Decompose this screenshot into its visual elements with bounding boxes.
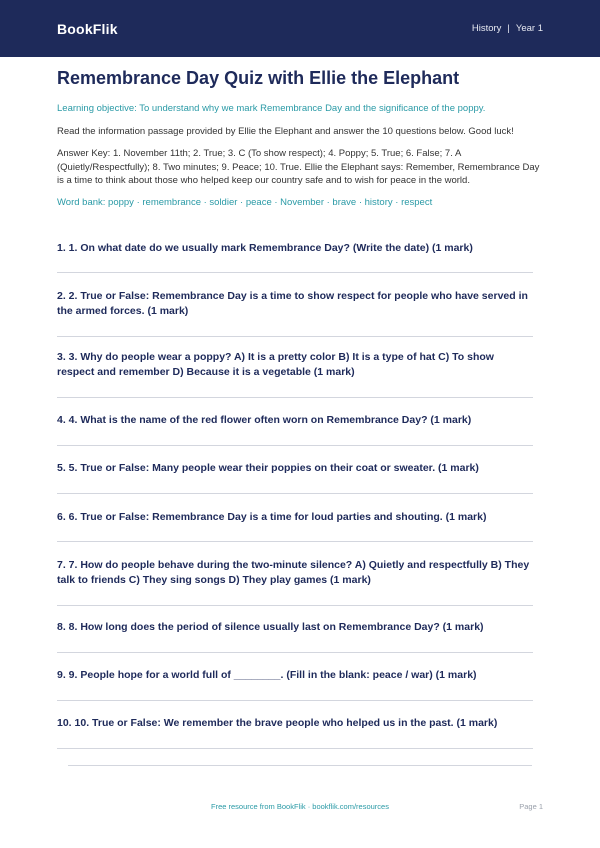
year-label: Year 1	[515, 23, 543, 34]
question-7: 7. 7. How do people behave during the two-minute silence? A) Quietly and respectfully B) They talk to friends C) They sing songs D) They play games (1 mark)	[57, 559, 530, 586]
brand-logo[interactable]: BookFlik	[57, 20, 118, 37]
answer-line-8[interactable]	[57, 652, 533, 653]
question-1: 1. 1. On what date do we usually mark Remembrance Day? (Write the date) (1 mark)	[57, 242, 473, 254]
answer-line-10[interactable]	[57, 748, 533, 749]
page-number: Page 1	[519, 802, 543, 811]
answer-line-4[interactable]	[57, 445, 533, 446]
question-6: 6. 6. True or False: Remembrance Day is a time for loud parties and shouting. (1 mark)	[57, 511, 487, 523]
question-10: 10. 10. True or False: We remember the brave people who helped us in the past. (1 mark)	[57, 717, 498, 729]
question-5: 5. 5. True or False: Many people wear their poppies on their coat or sweater. (1 mark)	[57, 462, 479, 474]
question-2: 2. 2. True or False: Remembrance Day is a time to show respect for people who have served in the armed forces. (1 mark)	[57, 290, 528, 317]
answer-line-1[interactable]	[57, 272, 533, 273]
footer-text[interactable]: Free resource from BookFlik · bookflik.com/resources	[211, 802, 389, 811]
word-bank: Word bank: poppy · remembrance · soldier · peace · November · brave · history · respect	[57, 196, 433, 208]
answer-key: Answer Key: 1. November 11th; 2. True; 3. C (To show respect); 4. Poppy; 5. True; 6. False; 7. A (Quietly/Respectfully); 8. Two minutes; 9. Peace; 10. True. Ellie the Elephant says: Remember, Remembrance Day is a time to think about those who helped keep our country safe and to wish for peace in the world.	[57, 148, 540, 187]
answer-line-6[interactable]	[57, 541, 533, 542]
question-3: 3. 3. Why do people wear a poppy? A) It is a pretty color B) It is a type of hat C) To show respect and remember D) Because it is a vegetable (1 mark)	[57, 351, 494, 378]
answer-line-5[interactable]	[57, 493, 533, 494]
page-title: Remembrance Day Quiz with Ellie the Elephant	[57, 68, 460, 88]
answer-line-9[interactable]	[57, 700, 533, 701]
subject-label: History	[471, 23, 502, 34]
breadcrumb	[472, 23, 543, 34]
answer-line-2[interactable]	[57, 336, 533, 337]
worksheet-body	[0, 67, 600, 208]
answer-line-7[interactable]	[57, 605, 533, 606]
footer-divider	[68, 765, 532, 766]
breadcrumb-separator: |	[507, 23, 510, 34]
learning-objective: Learning objective: To understand why we mark Remembrance Day and the significance of the poppy.	[57, 103, 486, 114]
intro-text: Read the information passage provided by Ellie the Elephant and answer the 10 questions below. Good luck!	[57, 126, 514, 137]
page-header	[0, 0, 600, 57]
question-9: 9. 9. People hope for a world full of ________. (Fill in the blank: peace / war) (1 mark)	[57, 669, 477, 681]
answer-line-3[interactable]	[57, 397, 533, 398]
question-4: 4. 4. What is the name of the red flower often worn on Remembrance Day? (1 mark)	[57, 414, 472, 426]
question-8: 8. 8. How long does the period of silence usually last on Remembrance Day? (1 mark)	[57, 621, 484, 633]
